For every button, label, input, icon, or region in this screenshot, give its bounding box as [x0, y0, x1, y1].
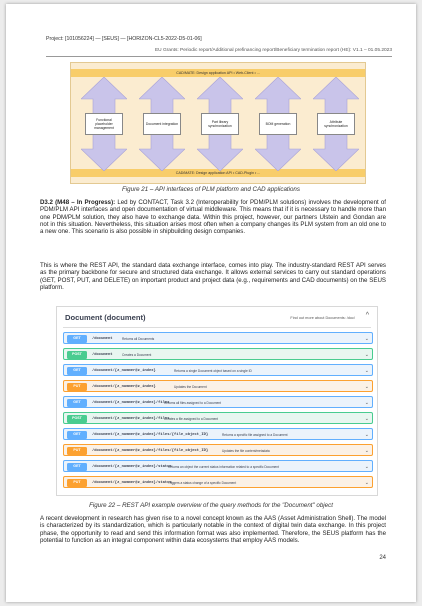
endpoint-row[interactable] — [63, 364, 373, 376]
endpoint-path: /document/{z_nummer@z_index}/files — [92, 401, 170, 405]
project-header: Project: [101056224] — [SEUS] — [HORIZON-CL5-2022-D5-01-06] — [46, 36, 202, 42]
expand-chevron-icon[interactable]: ⌄ — [364, 400, 369, 406]
expand-chevron-icon[interactable]: ⌄ — [364, 416, 369, 422]
endpoint-row[interactable] — [63, 476, 373, 488]
http-method-badge: PUT — [67, 383, 87, 391]
api-section-title: Document (document) — [65, 313, 146, 322]
http-method-badge: GET — [67, 367, 87, 375]
figure-top-band: CAD/MATE: Design application API • Web-Client • ... — [71, 69, 365, 77]
endpoint-row[interactable] — [63, 332, 373, 344]
paragraph-body: Led by CONTACT, Task 3.2 (Interoperability for PDM/PLM solutions) involves the development of PDM/PLM API interfaces and open documentation of virtual middleware. This means that if it is necessary to handle more than one PDM/PLM solution, they also have to exchange data. Within this project, however, our partners Ulstein and Gondan are not in this situation. Nevertheless, this situation arises most often when a company changes its PLM system from an old one to a new one. This scenario is also possible in shipbuilding design companies. — [40, 199, 386, 236]
expand-chevron-icon[interactable]: ⌄ — [364, 384, 369, 390]
figure-22-caption: Figure 22 – REST API example overview of the query methods for the "Document" object — [89, 502, 333, 509]
http-method-badge: POST — [67, 415, 87, 423]
function-box: Part library synchronization — [201, 113, 239, 135]
http-method-badge: POST — [67, 351, 87, 359]
paragraph-d32 — [40, 199, 386, 236]
expand-chevron-icon[interactable]: ⌄ — [364, 448, 369, 454]
endpoint-description: Triggers a status change of a specific Document — [168, 481, 237, 485]
endpoint-description: Returns a single Document object based on a single ID — [174, 369, 252, 373]
endpoint-path: /document/{z_nummer@z_index}/files — [92, 417, 170, 421]
endpoint-path: /document — [92, 337, 113, 341]
function-box: BOM generation — [259, 113, 297, 135]
endpoint-description: Updates the Document — [174, 385, 207, 389]
endpoint-path: /document/{z_nummer@z_index} — [92, 369, 156, 373]
endpoint-description: Creates a Document — [122, 353, 152, 357]
paragraph-aas: A recent development in research has given rise to a novel concept known as the AAS (Asset Administration Shell). The model is characterized by its standardization, which is particularly notable in the context of digital twin data exchange. In this project phase, the opportunity to read and send this information format was also implemented. Therefore, the SEUS platform has the potential to function as an integral component within data ecosystems that employ AAS models. — [40, 515, 386, 545]
endpoint-path: /document — [92, 353, 113, 357]
endpoint-row[interactable] — [63, 460, 373, 472]
expand-chevron-icon[interactable]: ⌄ — [364, 480, 369, 486]
function-box: Functional placeholder management — [85, 113, 123, 135]
report-header: EU Grants: Periodic report/Additional prefinancing report/Beneficiary termination report (HE): V1.1 – 01.05.2023 — [154, 48, 392, 53]
endpoint-row[interactable] — [63, 444, 373, 456]
endpoint-description: Returns all files assigned to a Document — [164, 401, 222, 405]
function-box: Document integration — [143, 113, 181, 135]
expand-chevron-icon[interactable]: ⌄ — [364, 336, 369, 342]
expand-chevron-icon[interactable]: ⌄ — [364, 432, 369, 438]
function-box: Attribute synchronization — [317, 113, 355, 135]
http-method-badge: GET — [67, 335, 87, 343]
endpoint-description: Returns a specific file assigned to a Document — [222, 433, 288, 437]
endpoint-path: /document/{z_nummer@z_index}/files/{file_object_ID} — [92, 449, 209, 453]
api-divider — [63, 327, 371, 328]
http-method-badge: PUT — [67, 479, 87, 487]
http-method-badge: GET — [67, 431, 87, 439]
expand-chevron-icon[interactable]: ⌄ — [364, 464, 369, 470]
document-page — [6, 4, 416, 602]
paragraph-rest-api: This is where the REST API, the standard data exchange interface, comes into play. The industry-standard REST API serves as the primary backbone for secure and structured data exchange. It allows external services to carry out standard operations (GET, POST, PUT, and DELETE) on important product and project data (e.g., requirements and CAD documents) on the SEUS platform. — [40, 262, 386, 292]
api-more-link[interactable]: Find out more about Documents: /doc/ — [290, 316, 355, 320]
endpoint-row[interactable] — [63, 412, 373, 424]
double-arrow-4 — [255, 77, 301, 171]
endpoint-row[interactable] — [63, 380, 373, 392]
endpoint-description: Returns all Documents — [122, 337, 155, 341]
expand-chevron-icon[interactable]: ⌄ — [364, 352, 369, 358]
figure-21-caption: Figure 21 – API interfaces of PLM platform and CAD applications — [122, 186, 300, 193]
double-arrow-2 — [139, 77, 185, 171]
endpoint-row[interactable] — [63, 428, 373, 440]
figure-bottom-band: CAD/MATE: Design application API • CAD-Plugin • ... — [71, 169, 365, 177]
page-number: 24 — [379, 555, 386, 561]
api-documentation-panel — [56, 306, 378, 496]
endpoint-description: Creates a file assigned to a Document — [164, 417, 219, 421]
http-method-badge: PUT — [67, 447, 87, 455]
expand-chevron-icon[interactable]: ⌄ — [364, 368, 369, 374]
http-method-badge: GET — [67, 399, 87, 407]
endpoint-path: /document/{z_nummer@z_index}/files/{file_object_ID} — [92, 433, 209, 437]
figure-21-diagram — [70, 62, 366, 184]
http-method-badge: GET — [67, 463, 87, 471]
endpoint-path: /document/{z_nummer@z_index}/status — [92, 481, 172, 485]
endpoint-path: /document/{z_nummer@z_index}/status — [92, 465, 172, 469]
paragraph-lead: D3.2 (M48 – In Progress): — [40, 199, 116, 206]
endpoint-path: /document/{z_nummer@z_index} — [92, 385, 156, 389]
double-arrow-1 — [81, 77, 127, 171]
endpoint-row[interactable] — [63, 348, 373, 360]
double-arrow-3 — [197, 77, 243, 171]
endpoint-description: Returns an object the current status information related to a specific Document — [168, 465, 279, 469]
endpoint-row[interactable] — [63, 396, 373, 408]
collapse-caret-icon[interactable]: ^ — [365, 312, 369, 319]
endpoint-description: Updates the file content/metadata — [222, 449, 270, 453]
header-divider — [46, 56, 392, 57]
double-arrow-5 — [313, 77, 359, 171]
